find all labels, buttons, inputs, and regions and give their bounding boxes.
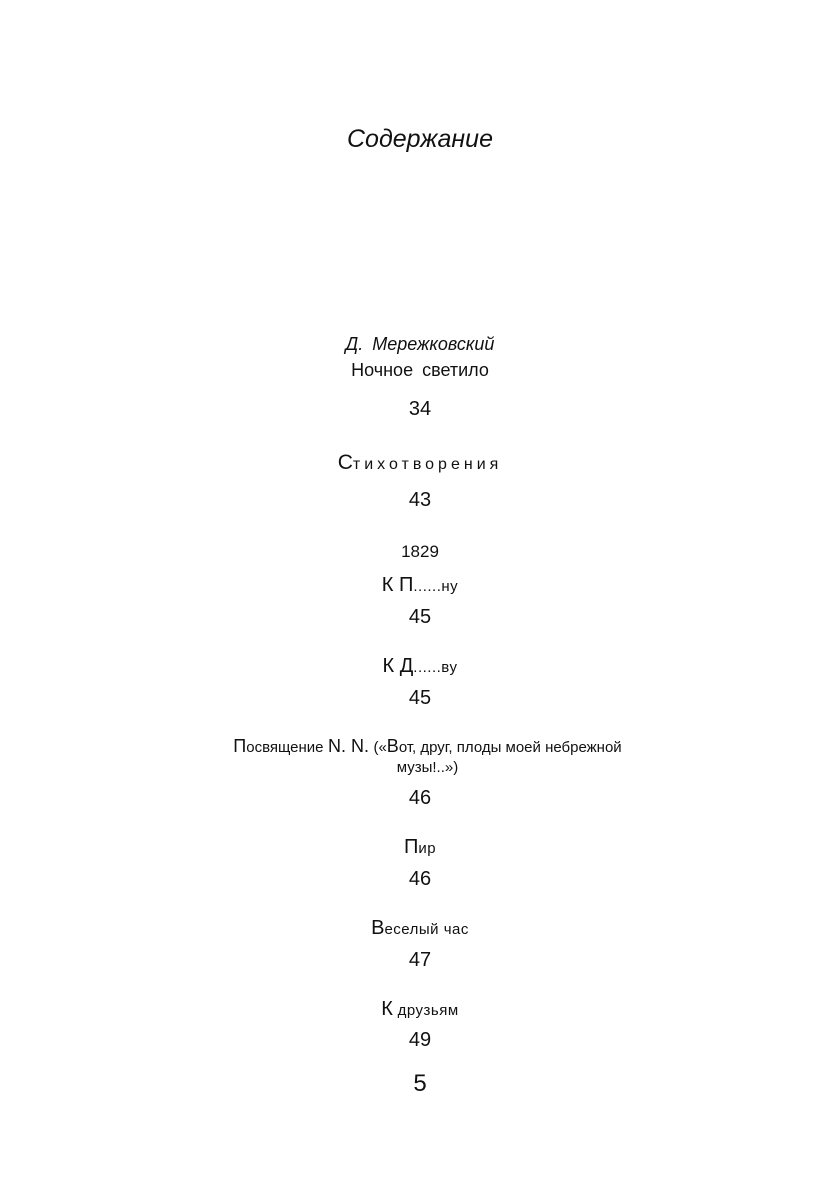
year-heading: 1829 — [401, 542, 439, 561]
entry-3-quote-rest: от, друг, плоды моей небрежной музы!..») — [396, 739, 622, 776]
entry-5-title-initial: В — [371, 917, 385, 939]
essay-page-number: 34 — [408, 398, 432, 420]
entry-6-title-rest: друзьям — [392, 1002, 459, 1019]
folio-page-number: 5 — [413, 1070, 427, 1097]
entry-3-page-number: 46 — [408, 787, 432, 809]
toc-entry-2 — [0, 654, 840, 678]
toc-entry-1 — [0, 573, 840, 597]
section-heading-rest: тихотворения — [352, 456, 503, 473]
entry-3-title-rest: освящение — [246, 739, 324, 756]
entry-4-title-initial: П — [403, 836, 419, 858]
entry-1-page-number: 45 — [408, 606, 432, 628]
entry-5-title-rest: еселый час — [384, 921, 469, 938]
entry-3-quote-open: (« — [373, 739, 387, 756]
entry-2-title-rest: ......ву — [413, 659, 458, 676]
section-heading-initial: С — [337, 451, 353, 474]
entry-2-page-number: 45 — [408, 687, 432, 709]
essay-title: Ночное светило — [351, 360, 489, 380]
entry-1-title-initial: К П — [381, 574, 414, 596]
entry-3-quote-initial: В — [386, 736, 399, 756]
entry-4-title-rest: ир — [418, 840, 437, 857]
entry-5-page-number: 47 — [408, 949, 432, 971]
entry-6-page-number: 49 — [408, 1029, 432, 1051]
entry-1-title-rest: ......ну — [413, 578, 459, 595]
entry-3-title-initial: П — [233, 736, 247, 756]
entry-6-title-initial: К — [381, 998, 393, 1020]
entry-2-title-initial: К Д — [382, 655, 414, 677]
toc-entry-4 — [0, 835, 840, 859]
toc-entry-6 — [0, 997, 840, 1021]
entry-4-page-number: 46 — [408, 868, 432, 890]
section-heading — [0, 450, 840, 475]
essay-author: Д. Мережковский — [345, 334, 495, 354]
toc-entry-5 — [0, 916, 840, 940]
page-title: Содержание — [347, 125, 493, 153]
toc-entry-3 — [230, 736, 625, 778]
entry-3-dedicatee: N. N. — [327, 736, 369, 756]
section-page-number: 43 — [408, 489, 432, 511]
